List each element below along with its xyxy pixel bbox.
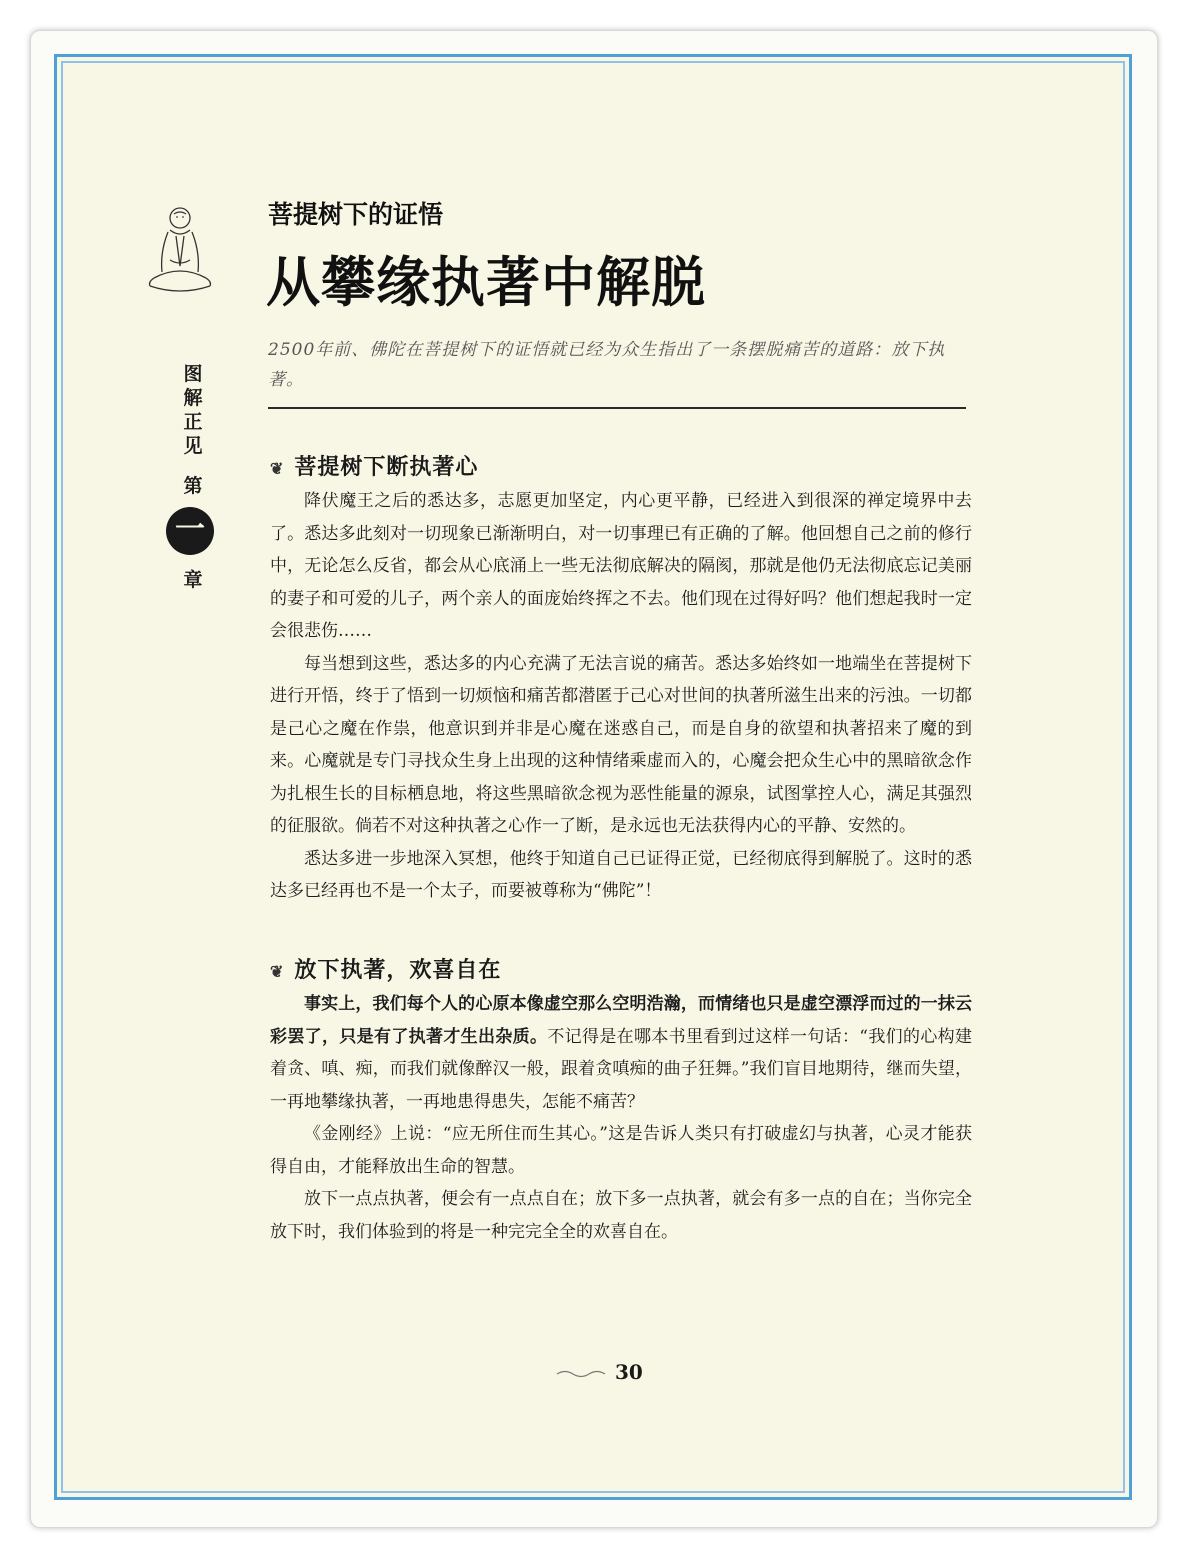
section-kicker: 菩提树下的证悟	[268, 200, 444, 229]
paragraph: 悉达多进一步地深入冥想，他终于知道自己已证得正觉，已经彻底得到解脱了。这时的悉达多已经再也不是一个太子，而要被尊称为“佛陀”！	[270, 848, 972, 901]
intro-text: 2500年前、佛陀在菩提树下的证悟就已经为众生指出了一条摆脱痛苦的道路：放下执著。	[268, 340, 946, 390]
paragraph: 事实上，我们每个人的心原本像虚空那么空明浩瀚，而情绪也只是虚空漂浮而过的一抹云彩罢了，只是有了执著才生出杂质。不记得是在哪本书里看到过这样一句话：“我们的心构建着贪、嗔、痴，而我们就像醉汉一般，跟着贪嗔痴的曲子狂舞。”我们盲目地期待，继而失望，一再地攀缘执著，一再地患得患失，怎能不痛苦？	[270, 994, 972, 1112]
paragraph: 《金刚经》上说：“应无所住而生其心。”这是告诉人类只有打破虚幻与执著，心灵才能获得自由，才能释放出生命的智慧。	[270, 1124, 972, 1177]
series-title: 图 解 正 见	[183, 363, 203, 457]
paragraph: 降伏魔王之后的悉达多，志愿更加坚定，内心更平静，已经进入到很深的禅定境界中去了。悉达多此刻对一切现象已渐渐明白，对一切事理已有正确的了解。他回想自己之前的修行中，无论怎么反省，都会从心底涌上一些无法彻底解决的隔阂，那就是他仍无法彻底忘记美丽的妻子和可爱的儿子，两个亲人的面庞始终挥之不去。他们现在过得好吗？他们想起我时一定会很悲伤……	[270, 491, 972, 641]
section-2	[270, 953, 972, 1248]
paragraph: 每当想到这些，悉达多的内心充满了无法言说的痛苦。悉达多始终如一地端坐在菩提树下进行开悟，终于了悟到一切烦恼和痛苦都潜匿于己心对世间的执著所滋生出来的污浊。一切都是己心之魔在作祟，他意识到并非是心魔在迷惑自己，而是自身的欲望和执著招来了魔的到来。心魔就是专门寻找众生身上出现的这种情绪乘虚而入的，心魔会把众生心中的黑暗欲念作为扎根生长的目标栖息地，将这些黑暗欲念视为恶性能量的源泉，试图掌控人心，满足其强烈的征服欲。倘若不对这种执著之心作一了断，是永远也无法获得内心的平静、安然的。	[270, 653, 972, 836]
section-1	[270, 450, 972, 908]
seated-monk-illustration	[140, 200, 220, 300]
intro-divider	[268, 407, 966, 409]
page-number: 30	[555, 1360, 655, 1384]
lotus-icon: ❦	[270, 962, 285, 981]
section-heading: ❦ 菩提树下断执著心	[270, 454, 479, 480]
chapter-sidebar	[181, 362, 205, 591]
emphasis-text: 事实上，我们每个人的心原本像虚空那么空明浩瀚，而情绪也只是虚空漂浮而过的一抹云彩罢了，只是有了执著才生出杂质。	[270, 994, 972, 1047]
page-title: 从攀缘执著中解脱	[266, 251, 706, 314]
ornament-icon	[555, 1369, 607, 1379]
paragraph: 放下一点点执著，便会有一点点自在；放下多一点执著，就会有多一点的自在；当你完全放下时，我们体验到的将是一种完完全全的欢喜自在。	[270, 1189, 972, 1242]
lotus-icon: ❦	[270, 459, 285, 478]
chapter-suffix: 章	[183, 569, 203, 591]
chapter-number-badge: 一	[166, 507, 214, 555]
section-heading: ❦ 放下执著，欢喜自在	[270, 957, 502, 983]
chapter-prefix: 第	[183, 475, 203, 497]
